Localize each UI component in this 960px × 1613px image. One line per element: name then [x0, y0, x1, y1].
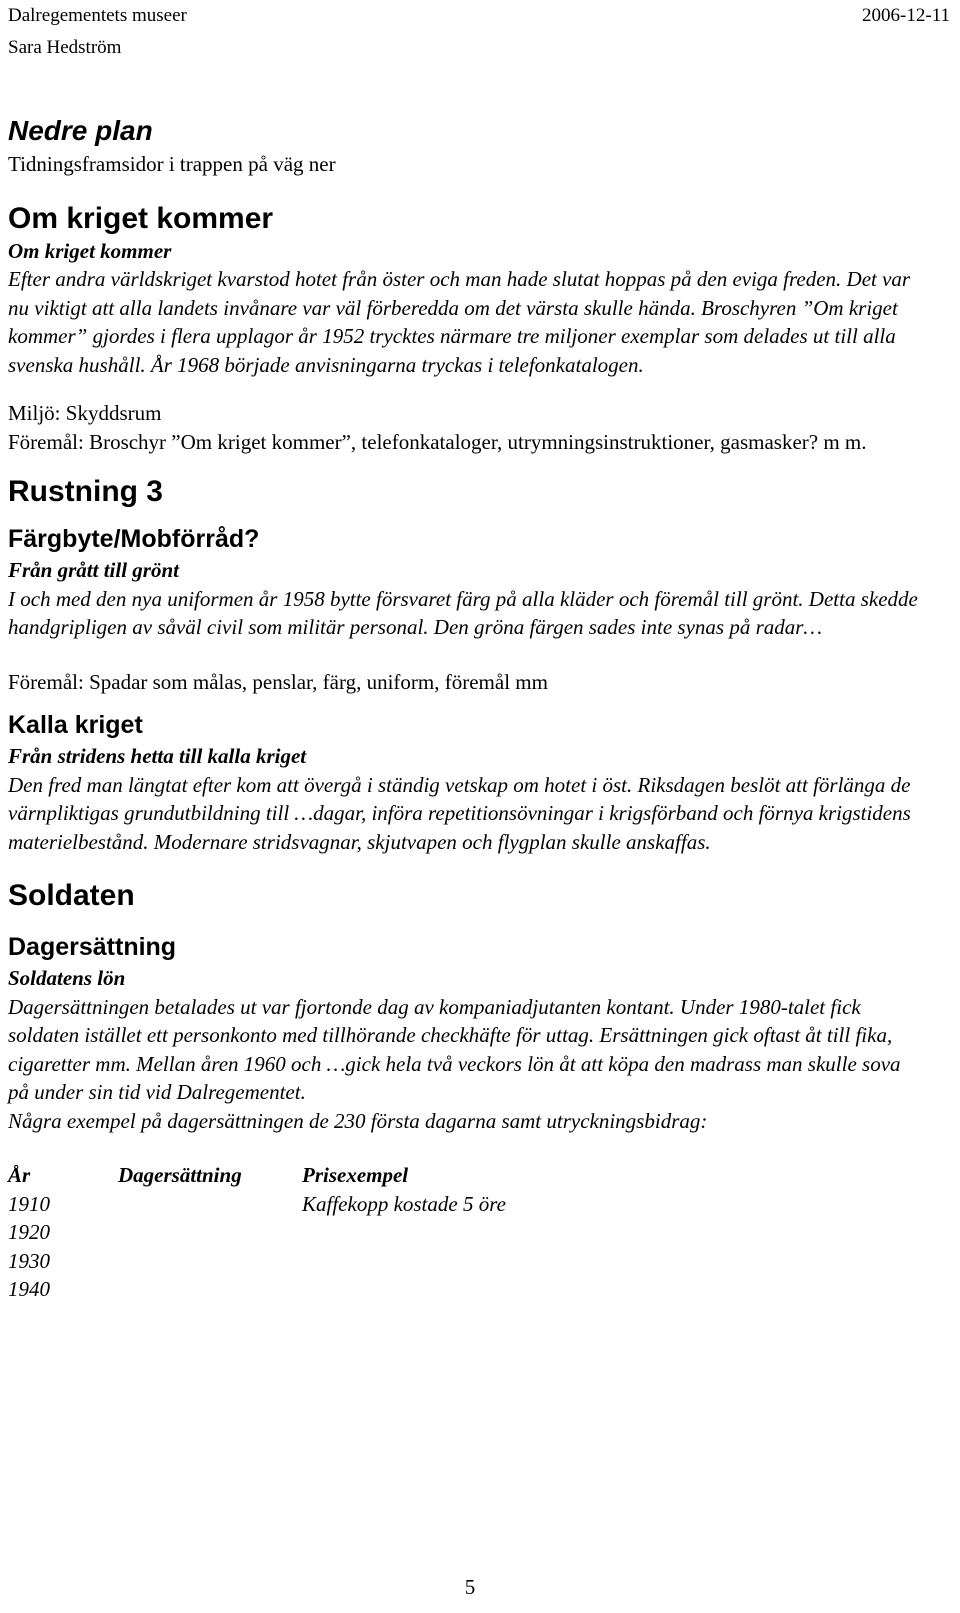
dagersattning-table — [8, 1161, 920, 1304]
header-museum: Dalregementets museer — [8, 5, 187, 26]
document-body — [8, 112, 920, 1304]
table-cell: 1920 — [8, 1220, 50, 1244]
header-author: Sara Hedström — [8, 37, 122, 58]
body-soldaten: Dagersättningen betalades ut var fjortonde dag av kompaniadjutanten kontant. Under 1980-talet fick soldaten istället ett personkonto med tillhörande checkhäfte för uttag. Ersättningen gick oftast åt till fika, cigaretter mm. Mellan åren 1960 och …gick hela två veckors lön åt att köpa den madrass man skulle sova på under sin tid vid Dalregementet. — [8, 994, 901, 1104]
heading-om-kriget: Om kriget kommer — [8, 201, 274, 235]
table-cell — [302, 1218, 920, 1247]
table-cell — [302, 1275, 920, 1304]
foremal-rustning: Föremål: Spadar som målas, penslar, färg, uniform, föremål mm — [8, 669, 548, 694]
title-fran-gratt: Från grått till grönt — [8, 558, 179, 582]
intro-dagersattning: Några exempel på dagersättningen de 230 första dagarna samt utryckningsbidrag: — [8, 1108, 708, 1133]
heading-rustning: Rustning 3 — [8, 475, 163, 508]
title-soldatens-lon: Soldatens lön — [8, 966, 126, 990]
table-header-prisexempel: Prisexempel — [302, 1163, 409, 1187]
table-header-ar: År — [8, 1163, 31, 1187]
body-kalla-kriget: Den fred man längtat efter kom att övergå i ständig vetskap om hotet i öst. Riksdagen beslöt att förlänga de värnpliktigas grundutbildning till …dagar, införa repetitionsövningar i krigsförband och förnya krigstidens materielbestånd. Modernare stridsvagnar, skjutvapen och flygplan skulle anskaffas. — [8, 772, 911, 854]
body-rustning: I och med den nya uniformen år 1958 bytte försvaret färg på alla kläder och föremål till grönt. Detta skedde handgripligen av såväl civil som militär personal. Den gröna färgen sades inte synas på radar… — [8, 586, 918, 639]
page-header — [8, 0, 950, 64]
table-cell — [302, 1247, 920, 1276]
subheading-om-kriget: Om kriget kommer — [8, 238, 172, 263]
table-cell — [118, 1190, 302, 1219]
table-cell: 1940 — [8, 1277, 50, 1301]
table-cell: 1910 — [8, 1191, 50, 1216]
nedre-plan-subtitle: Tidningsframsidor i trappen på väg ner — [8, 152, 336, 176]
section-title-nedre-plan: Nedre plan — [8, 115, 153, 146]
table-cell — [118, 1247, 302, 1276]
table-cell: Kaffekopp kostade 5 öre — [302, 1191, 506, 1216]
heading-soldaten: Soldaten — [8, 879, 135, 912]
miljo-text: Miljö: Skyddsrum — [8, 401, 162, 425]
foremal-om-kriget: Föremål: Broschyr ”Om kriget kommer”, telefonkataloger, utrymningsinstruktioner, gasmasker? m m. — [8, 429, 867, 454]
title-kalla-kriget: Från stridens hetta till kalla kriget — [8, 744, 307, 768]
body-om-kriget: Efter andra världskriget kvarstod hotet från öster och man hade slutat hoppas på den eviga freden. Det var nu viktigt att alla landets invånare var väl förberedda om det värsta skulle hända. Broschyren ”Om kriget kommer” gjordes i flera upplagor år 1952 trycktes närmare tre miljoner exemplar som delades ut till alla svenska hushåll. År 1968 började anvisningarna tryckas i telefonkatalogen. — [8, 267, 911, 377]
subheading-dagersattning: Dagersättning — [8, 933, 177, 961]
heading-kalla-kriget: Kalla kriget — [8, 711, 143, 739]
table-cell — [118, 1218, 302, 1247]
page-number: 5 — [464, 1575, 476, 1599]
table-cell: 1930 — [8, 1248, 50, 1273]
table-header-dagersattning: Dagersättning — [118, 1163, 242, 1187]
subheading-rustning: Färgbyte/Mobförråd? — [8, 525, 260, 553]
header-date: 2006-12-11 — [862, 5, 950, 26]
table-cell — [118, 1275, 302, 1304]
